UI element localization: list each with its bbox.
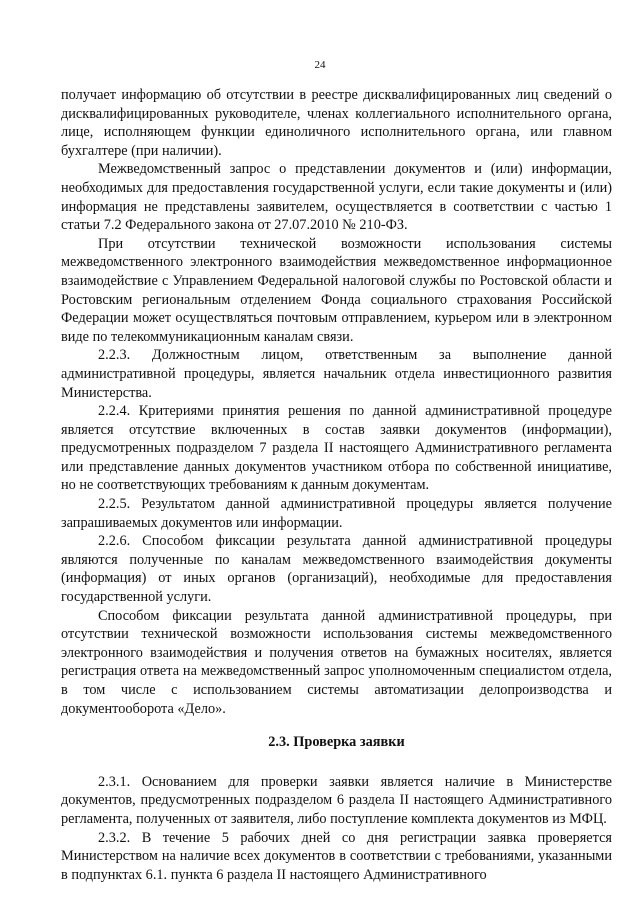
paragraph-no-electronic-system: При отсутствии технической возможности использования системы межведомственного электронного взаимодействия межведомственное информационное взаимодействие с Управлением Федеральной налоговой службы по Ростовской области и Ростовским региональным отделением Фонда социального страхования Российской Федерации может осуществляться почтовым отправлением, курьером или в электронном виде по телекоммуникационным каналам связи.	[61, 235, 612, 345]
paragraph-2-3-1: 2.3.1. Основанием для проверки заявки является наличие в Министерстве документов, предусмотренных подразделом 6 раздела II настоящего Административного регламента, полученных от заявителя, либо поступление комплекта документов из МФЦ.	[61, 773, 612, 827]
document-body	[61, 86, 612, 884]
paragraph-fixation-method: Способом фиксации результата данной административной процедуры, при отсутствии технической возможности использования системы межведомственного электронного взаимодействия и получения ответов на бумажных носителях, является регистрация ответа на межведомственный запрос уполномоченным специалистом отдела, в том числе с использованием системы автоматизации делопроизводства и документооборота «Дело».	[61, 607, 612, 717]
paragraph-interagency-request: Межведомственный запрос о представлении документов и (или) информации, необходимых для предоставления государственной услуги, если такие документы и (или) информация не представлены заявителем, осуществляется в соответствии с частью 1 статьи 7.2 Федерального закона от 27.07.2010 № 210-ФЗ.	[61, 161, 612, 234]
paragraph-2-2-5: 2.2.5. Результатом данной административной процедуры является получение запрашиваемых документов или информации.	[61, 496, 612, 531]
page-number: 24	[314, 59, 326, 71]
paragraph-2-3-2: 2.3.2. В течение 5 рабочих дней со дня регистрации заявка проверяется Министерством на наличие всех документов в соответствии с требованиями, указанными в подпунктах 6.1. пункта 6 раздела II настоящего Административного	[61, 829, 612, 883]
paragraph-2-2-6: 2.2.6. Способом фиксации результата данной административной процедуры являются полученные по каналам межведомственного взаимодействия документы (информация) от иных органов (организаций), необходимые для предоставления государственной услуги.	[61, 533, 612, 606]
paragraph-continuation: получает информацию об отсутствии в реестре дисквалифицированных лиц сведений о дисквалифицированных руководителе, членах коллегиального исполнительного органа, лице, исполняющем функции единоличного исполнительного органа, или главном бухгалтере (при наличии).	[61, 87, 612, 159]
paragraph-2-2-3: 2.2.3. Должностным лицом, ответственным за выполнение данной административной процедуры, является начальник отдела инвестиционного развития Министерства.	[61, 347, 612, 401]
paragraph-2-2-4: 2.2.4. Критериями принятия решения по данной административной процедуре является отсутствие включенных в состав заявки документов (информации), предусмотренных подразделом 7 раздела II настоящего Административного регламента или представление данных документов участником отбора по собственной инициативе, но не соответствующих требованиям к данным документам.	[61, 403, 612, 494]
section-heading-2-3: 2.3. Проверка заявки	[268, 734, 405, 751]
